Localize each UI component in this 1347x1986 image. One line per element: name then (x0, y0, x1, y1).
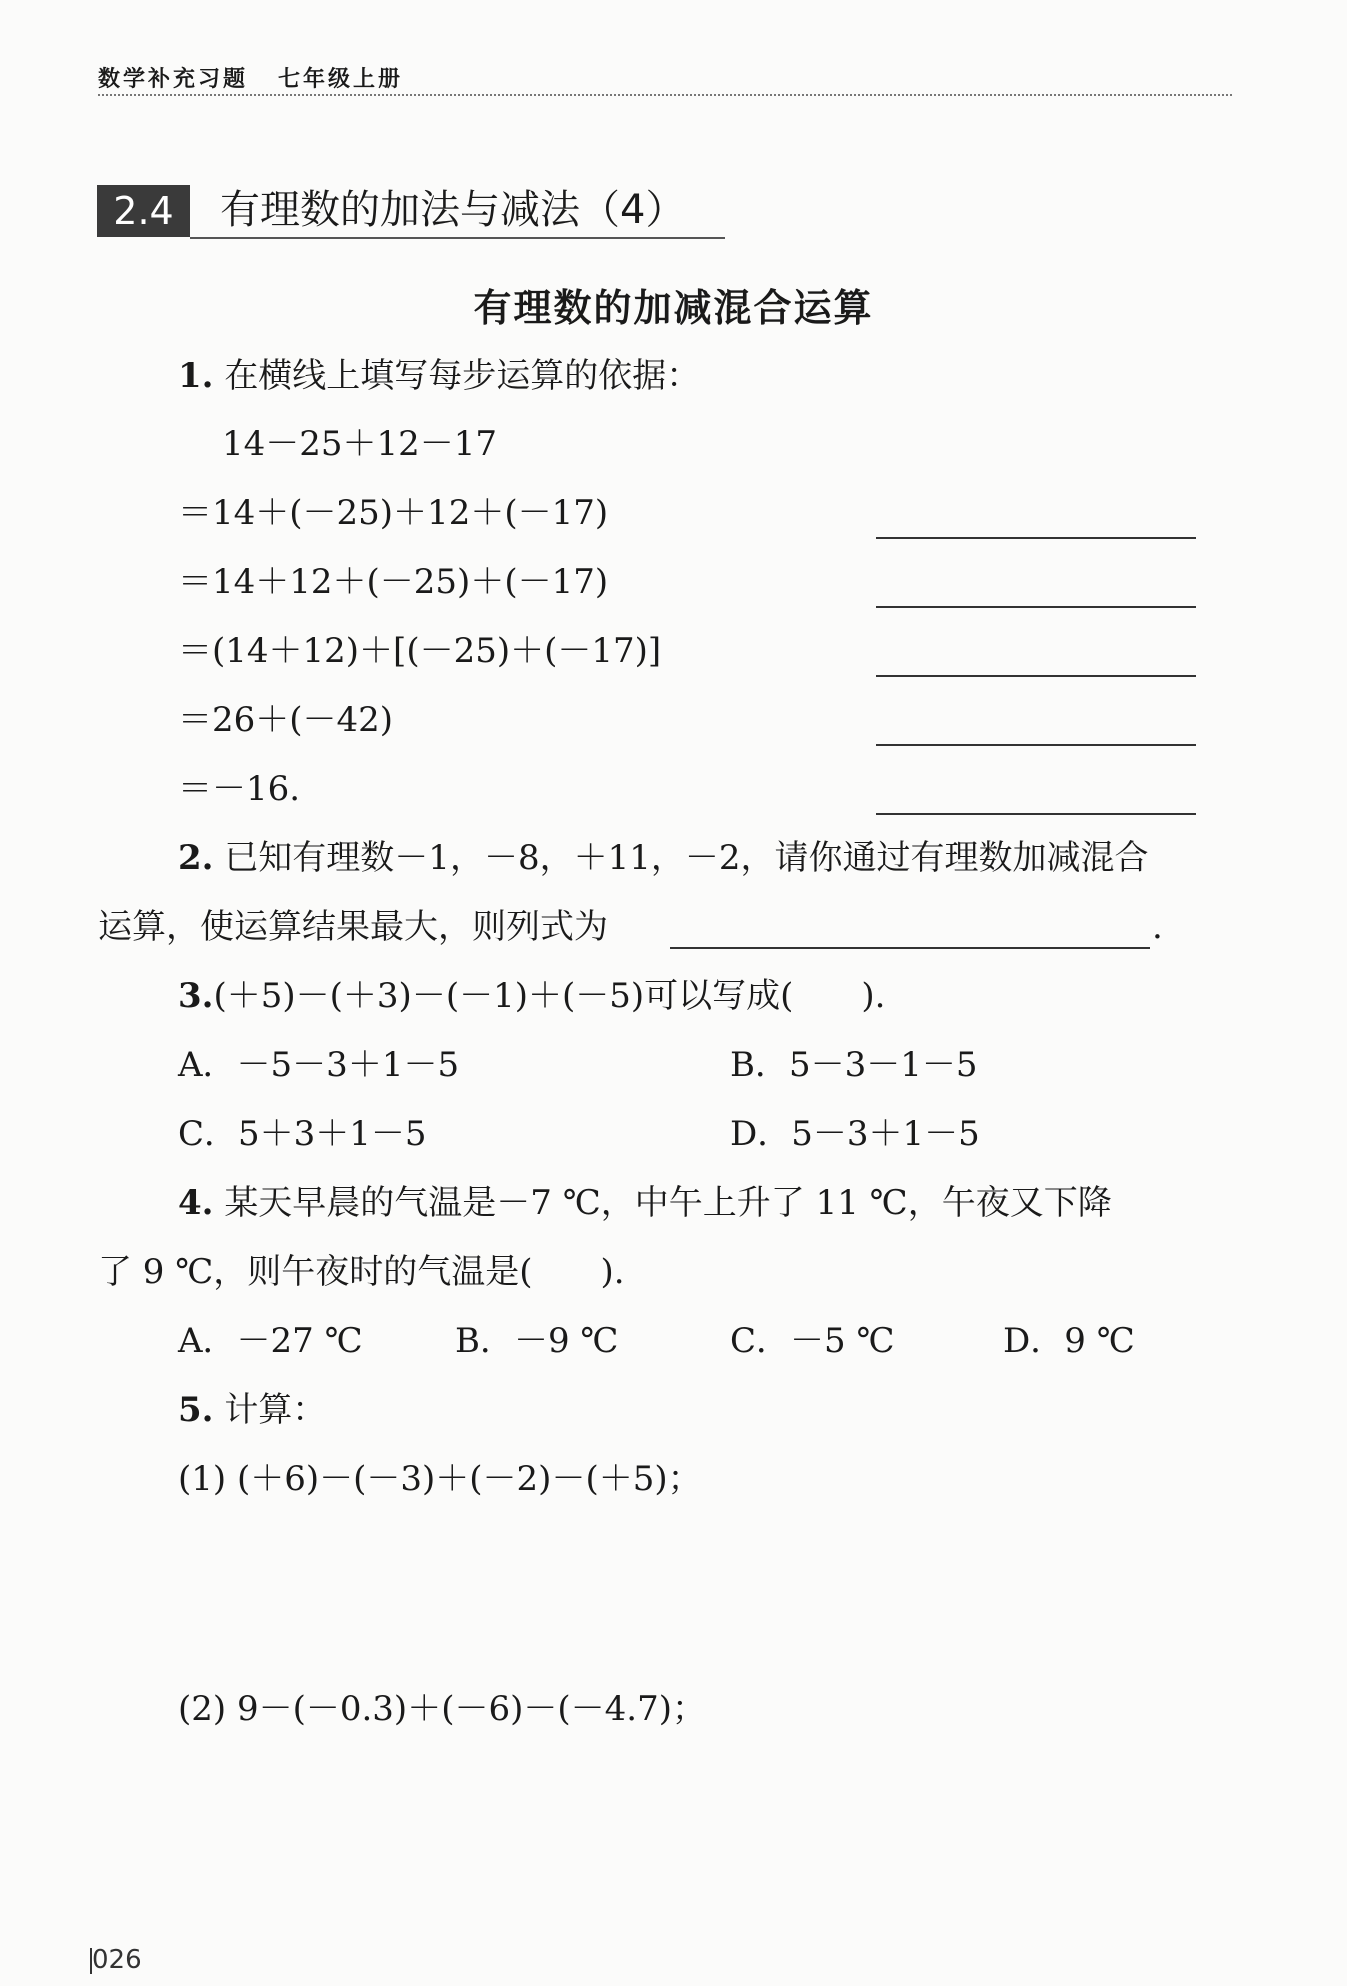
q2-period: . (1152, 907, 1163, 947)
option-c: C．－5 ℃ (730, 1321, 895, 1361)
question-1 (178, 352, 700, 400)
option-b: B．－9 ℃ (455, 1321, 619, 1361)
question-2 (178, 834, 1148, 882)
option-d: D．9 ℃ (1003, 1321, 1135, 1361)
question-text: 已知有理数－1，－8，＋11，－2，请你通过有理数加减混合 (224, 838, 1149, 878)
book-title: 数学补充习题 (98, 67, 249, 92)
answer-blank[interactable] (876, 813, 1196, 815)
option-a: A．－5－3＋1－5 (178, 1045, 460, 1085)
page-number: 026 (92, 1945, 142, 1975)
q1-step: ＝－16. (178, 769, 301, 809)
question-text: 在横线上填写每步运算的依据： (224, 356, 701, 396)
question-text: 某天早晨的气温是－7 ℃，中午上升了 11 ℃，午夜又下降 (224, 1183, 1112, 1223)
header-divider (98, 94, 1232, 96)
option-c: C．5＋3＋1－5 (178, 1114, 427, 1154)
answer-blank[interactable] (876, 744, 1196, 746)
q5-part-1: (1) (＋6)－(－3)＋(－2)－(＋5)； (178, 1459, 702, 1499)
q1-expression: 14－25＋12－17 (222, 424, 498, 464)
grade-label: 七年级上册 (278, 67, 404, 92)
question-number: 5. (178, 1390, 214, 1430)
section-underline (190, 237, 725, 239)
question-text: (＋5)－(＋3)－(－1)＋(－5)可以写成( ). (213, 976, 886, 1016)
q4-line2: 了 9 ℃，则午夜时的气温是( ). (98, 1252, 625, 1292)
question-4 (178, 1179, 1112, 1227)
running-header (98, 62, 403, 93)
answer-blank[interactable] (876, 537, 1196, 539)
page-subtitle: 有理数的加减混合运算 (473, 286, 874, 330)
question-number: 3. (178, 976, 214, 1016)
q2-line2: 运算，使运算结果最大，则列式为 (98, 907, 608, 947)
section-number: 2.4 (97, 185, 190, 237)
option-b: B．5－3－1－5 (730, 1045, 978, 1085)
question-5 (178, 1386, 326, 1434)
q1-step: ＝(14＋12)＋[(－25)＋(－17)] (178, 631, 662, 671)
section-title: 有理数的加法与减法（4） (220, 187, 686, 233)
q1-step: ＝14＋12＋(－25)＋(－17) (178, 562, 609, 602)
q5-part-2: (2) 9－(－0.3)＋(－6)－(－4.7)； (178, 1689, 706, 1729)
option-a: A．－27 ℃ (178, 1321, 363, 1361)
answer-blank[interactable] (670, 947, 1150, 949)
question-text: 计算： (224, 1390, 327, 1430)
question-number: 4. (178, 1183, 214, 1223)
option-d: D．5－3＋1－5 (730, 1114, 980, 1154)
answer-blank[interactable] (876, 606, 1196, 608)
q1-step: ＝14＋(－25)＋12＋(－17) (178, 493, 609, 533)
question-number: 2. (178, 838, 214, 878)
answer-blank[interactable] (876, 675, 1196, 677)
question-3 (178, 972, 885, 1020)
q1-step: ＝26＋(－42) (178, 700, 394, 740)
question-number: 1. (178, 356, 214, 396)
